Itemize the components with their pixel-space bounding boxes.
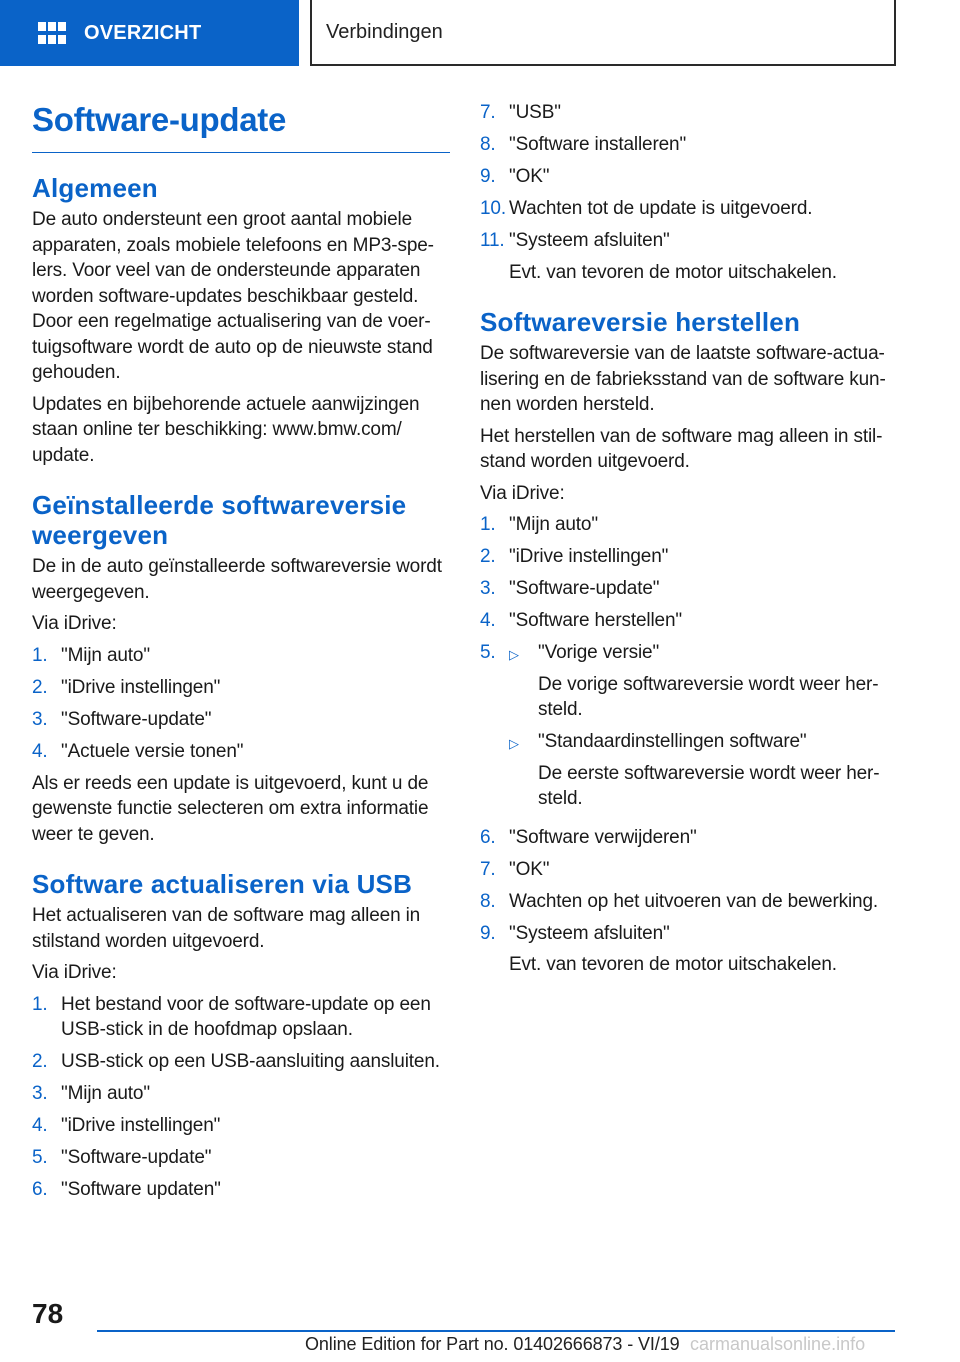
page-title: Software-update xyxy=(32,96,450,153)
list-item xyxy=(480,512,900,538)
step-number: 2. xyxy=(32,676,48,698)
step-number: 5. xyxy=(480,642,496,663)
step-text: "Software herstellen" xyxy=(509,610,682,631)
steps-list xyxy=(480,512,900,978)
step-number: 5. xyxy=(32,1147,48,1168)
list-item xyxy=(32,1049,450,1075)
option-item xyxy=(509,729,900,812)
section-title-installed-version: Geïnstalleerde softwareversie weergeven xyxy=(32,490,407,550)
option-body xyxy=(538,640,900,723)
step-note: Evt. van tevoren de motor uitschakelen. xyxy=(509,954,837,975)
list-item xyxy=(32,1081,450,1107)
step-text: "USB" xyxy=(509,102,561,123)
option-item xyxy=(509,640,900,723)
list-item xyxy=(480,889,900,915)
paragraph: Updates en bijbehorende actuele aanwijzingen staan online ter beschikking: www.bmw.com/ update. xyxy=(32,393,420,466)
list-item xyxy=(480,640,900,818)
option-description: De eerste softwareversie wordt weer hersteld. xyxy=(538,762,880,809)
step-text: "Software updaten" xyxy=(61,1179,221,1200)
steps-list-continued xyxy=(480,100,900,285)
list-item xyxy=(480,228,900,285)
list-item xyxy=(32,675,450,701)
paragraph: De in de auto geïnstalleerde softwareversie wordt weergegeven. xyxy=(32,556,442,603)
via-idrive-label: Via iDrive: xyxy=(32,962,117,983)
step-number: 2. xyxy=(32,1051,48,1072)
option-text: "Standaardinstellingen software" xyxy=(538,731,807,752)
step-number: 1. xyxy=(32,993,48,1015)
option-list xyxy=(509,640,900,812)
list-item xyxy=(480,857,900,883)
chapter-tab-label: Verbindingen xyxy=(326,20,443,43)
step-body xyxy=(509,228,900,285)
paragraph: Het herstellen van de software mag alleen in stilstand worden uitgevoerd. xyxy=(480,425,883,472)
step-number: 8. xyxy=(480,134,496,155)
step-text: "Software-update" xyxy=(509,578,660,599)
step-number: 7. xyxy=(480,102,496,123)
step-number: 3. xyxy=(480,578,496,599)
option-body xyxy=(538,729,900,812)
steps-list xyxy=(32,643,450,765)
page-header xyxy=(0,0,960,66)
edition-text: Online Edition for Part no. 01402666873 - VI/19 xyxy=(305,1334,680,1354)
overview-tab[interactable] xyxy=(0,0,299,66)
list-item xyxy=(480,132,900,158)
list-item xyxy=(32,707,450,733)
list-item xyxy=(32,992,450,1043)
step-text: "Systeem afsluiten" xyxy=(509,922,670,944)
list-item xyxy=(480,825,900,851)
step-number: 3. xyxy=(32,708,48,730)
section-title-general: Algemeen xyxy=(32,173,158,203)
via-idrive-label: Via iDrive: xyxy=(32,613,117,634)
section-title-restore-version: Softwareversie herstellen xyxy=(480,307,801,337)
step-text: "Mijn auto" xyxy=(509,514,598,535)
step-text: "Software-update" xyxy=(61,708,212,730)
step-note: Evt. van tevoren de motor uitschakelen. xyxy=(509,261,837,283)
step-body xyxy=(509,640,900,818)
step-text: "Mijn auto" xyxy=(61,644,150,666)
footer-divider xyxy=(97,1330,895,1332)
step-text: Wachten tot de update is uitgevoerd. xyxy=(509,198,813,219)
step-number: 9. xyxy=(480,922,496,944)
step-text: "iDrive instellingen" xyxy=(61,1115,221,1136)
step-text: USB-stick op een USB-aansluiting aansluiten. xyxy=(61,1051,440,1072)
list-item xyxy=(32,1177,450,1203)
list-item xyxy=(32,1145,450,1171)
step-number: 10. xyxy=(480,198,506,219)
step-text: "OK" xyxy=(509,166,550,187)
list-item xyxy=(480,576,900,602)
watermark-text: carmanualsonline.info xyxy=(690,1334,866,1354)
triangle-bullet-icon: ▷ xyxy=(509,736,519,751)
list-item xyxy=(480,100,900,126)
step-number: 4. xyxy=(32,1115,48,1136)
step-number: 6. xyxy=(480,826,496,848)
triangle-bullet-icon: ▷ xyxy=(509,647,519,662)
step-number: 1. xyxy=(480,514,496,535)
section-title-usb-update: Software actualiseren via USB xyxy=(32,869,413,899)
step-number: 7. xyxy=(480,858,496,880)
list-item xyxy=(480,164,900,190)
list-item xyxy=(32,643,450,669)
step-text: "iDrive instellingen" xyxy=(61,676,221,698)
step-text: "Systeem afsluiten" xyxy=(509,230,670,251)
step-number: 4. xyxy=(480,610,496,631)
step-text: "Software verwijderen" xyxy=(509,826,697,848)
overview-tab-label: OVERZICHT xyxy=(84,21,202,44)
paragraph: De auto ondersteunt een groot aantal mobiele apparaten, zoals mobiele telefoons en MP3-spelers. Voor veel van de ondersteunde apparaten worden software-updates beschikbaar gesteld. Door een regelmatige actualisering van de voertuigsoftware wordt de auto op de nieuwste stand gehouden. xyxy=(32,209,434,383)
right-column xyxy=(480,100,900,984)
list-item xyxy=(480,608,900,634)
step-text: "Actuele versie tonen" xyxy=(61,740,244,762)
list-item xyxy=(32,739,450,765)
paragraph: Het actualiseren van de software mag alleen in stilstand worden uitgevoerd. xyxy=(32,905,421,952)
step-number: 1. xyxy=(32,644,48,666)
list-item xyxy=(32,1113,450,1139)
option-text: "Vorige versie" xyxy=(538,642,660,663)
step-text: "Software-update" xyxy=(61,1147,212,1168)
step-text: "Software installeren" xyxy=(509,134,687,155)
list-item xyxy=(480,544,900,570)
step-text: "Mijn auto" xyxy=(61,1083,150,1104)
page-number: 78 xyxy=(32,1298,64,1329)
step-text: Wachten op het uitvoeren van de bewerking. xyxy=(509,890,879,912)
step-body xyxy=(509,921,900,978)
step-number: 8. xyxy=(480,890,496,912)
step-number: 2. xyxy=(480,546,496,567)
step-text: "OK" xyxy=(509,858,550,880)
left-column xyxy=(32,96,450,1209)
step-number: 9. xyxy=(480,166,496,187)
step-number: 4. xyxy=(32,740,48,762)
chapter-tab[interactable] xyxy=(310,0,896,66)
list-item xyxy=(480,921,900,978)
option-description: De vorige softwareversie wordt weer hersteld. xyxy=(538,673,879,720)
step-number: 11. xyxy=(480,230,505,251)
list-item xyxy=(480,196,900,222)
steps-list xyxy=(32,992,450,1203)
step-text: "iDrive instellingen" xyxy=(509,546,669,567)
paragraph: Als er reeds een update is uitgevoerd, kunt u de gewenste functie selecteren om extra informatie weer te geven. xyxy=(32,772,429,845)
step-number: 6. xyxy=(32,1179,48,1200)
via-idrive-label: Via iDrive: xyxy=(480,482,565,504)
step-number: 3. xyxy=(32,1083,48,1104)
paragraph: De softwareversie van de laatste software-actualisering en de fabrieksstand van de software kunnen worden hersteld. xyxy=(480,343,886,415)
step-text: Het bestand voor de software-update op een USB-stick in de hoofdmap opslaan. xyxy=(61,993,431,1040)
grid-menu-icon xyxy=(38,22,66,44)
